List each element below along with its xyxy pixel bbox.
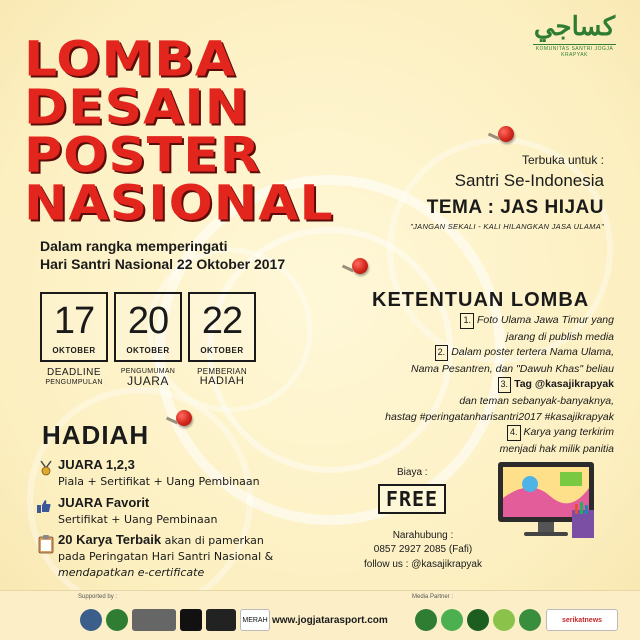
date-month: OKTOBER — [200, 346, 244, 355]
supported-by-label: Supported by : — [78, 594, 118, 600]
prize-1-head: JUARA 1,2,3 — [58, 457, 135, 472]
sponsor-logo — [80, 609, 102, 631]
prize-3-head-bold: 20 Karya Terbaik — [58, 532, 162, 547]
date-month: OKTOBER — [126, 346, 170, 355]
theme-label: TEMA : JAS HIJAU — [426, 197, 604, 218]
prize-2-body: Sertifikat + Uang Pembinaan — [58, 513, 218, 526]
medal-icon — [38, 460, 54, 476]
title-line-2: DESAIN — [24, 80, 250, 136]
rule-line: jarang di publish media — [506, 330, 614, 343]
theme-quote: "JANGAN SEKALI - KALI HILANGKAN JASA ULAMA" — [410, 222, 604, 231]
rule-number: 1. — [460, 313, 474, 329]
fee-value: FREE — [378, 484, 446, 514]
rule-number: 2. — [435, 345, 449, 361]
open-for-label: Terbuka untuk : — [521, 153, 604, 167]
open-for-value: Santri Se-Indonesia — [454, 171, 604, 190]
rule-item-4 — [344, 424, 614, 457]
sponsor-logo — [206, 609, 236, 631]
media-partner-logo — [467, 609, 489, 631]
date-box-award — [188, 292, 256, 362]
prize-3-body: pada Peringatan Hari Santri Nasional & — [58, 550, 274, 563]
subtitle-line-2: Hari Santri Nasional 22 Oktober 2017 — [40, 256, 286, 272]
prize-3-head-rest: akan di pamerkan — [161, 534, 264, 547]
sponsor-logo-merah: MERAH — [240, 609, 270, 631]
prize-2-head: JUARA Favorit — [58, 495, 150, 510]
prize-3-body-2: mendapatkan e-certificate — [58, 566, 205, 579]
media-partner-logo — [415, 609, 437, 631]
fee-label: Biaya : — [397, 467, 428, 478]
rule-number: 3. — [498, 377, 512, 393]
date-box-announcement — [114, 292, 182, 362]
media-partner-logo-serikatnews: serikatnews — [546, 609, 618, 631]
footer-sponsors — [0, 590, 640, 640]
rule-line: Dalam poster tertera Nama Ulama, — [451, 346, 614, 358]
rule-line: menjadi hak milik panitia — [499, 442, 614, 455]
rule-item-2 — [344, 344, 614, 377]
rule-line: Tag @kasajikrapyak — [514, 378, 614, 390]
media-partner-label: Media Partner : — [412, 594, 454, 600]
sponsor-logo — [180, 609, 202, 631]
rule-number: 4. — [507, 425, 521, 441]
caption-bottom: JUARA — [127, 374, 169, 389]
title-line-1: LOMBA — [24, 32, 237, 88]
prizes-title: HADIAH — [42, 420, 150, 450]
date-box-deadline — [40, 292, 108, 362]
pushpin-icon — [352, 258, 368, 274]
pushpin-icon — [176, 410, 192, 426]
rule-line: Karya yang terkirim — [523, 426, 614, 438]
thumbs-up-icon — [36, 498, 52, 514]
media-partner-logo — [441, 609, 463, 631]
kasaji-logo — [527, 12, 622, 82]
date-caption-deadline — [39, 368, 109, 386]
caption-top: PEMBERIAN — [197, 367, 247, 376]
rule-line: Foto Ulama Jawa Timur yang — [476, 314, 614, 326]
rule-line: Nama Pesantren, dan "Dawuh Khas" beliau — [411, 362, 614, 375]
media-partner-logo — [519, 609, 541, 631]
subtitle-line-1: Dalam rangka memperingati — [40, 238, 228, 254]
date-day: 22 — [201, 300, 243, 342]
title-line-4: NASIONAL — [24, 176, 334, 232]
caption-top: PENGUMUMAN — [120, 368, 176, 375]
logo-mark: كساجي — [533, 12, 616, 42]
prize-1-body: Piala + Sertifikat + Uang Pembinaan — [58, 475, 260, 488]
rules-title: KETENTUAN LOMBA — [372, 289, 590, 311]
rule-item-1 — [344, 312, 614, 345]
date-caption-award — [187, 368, 257, 388]
media-partner-logo — [493, 609, 515, 631]
logo-tagline: KOMUNITAS SANTRI JOGJA KRAPYAK — [535, 46, 614, 58]
caption-bottom: HADIAH — [199, 375, 245, 388]
monitor-illustration — [490, 458, 610, 544]
prize-3-head — [58, 532, 264, 547]
contact-follow: follow us : @kasajikrapyak — [364, 559, 482, 570]
date-caption-announcement — [113, 368, 183, 388]
sponsor-logo — [106, 609, 128, 631]
caption-bottom: PENGUMPULAN — [45, 378, 103, 386]
contact-phone: 0857 2927 2085 (Fafi) — [373, 544, 473, 555]
caption-top: DEADLINE — [46, 367, 101, 378]
date-day: 17 — [53, 300, 95, 342]
title-line-3: POSTER — [24, 128, 261, 184]
website-link[interactable]: www.jogjatarasport.com — [272, 615, 388, 626]
rule-item-3 — [324, 376, 614, 425]
date-month: OKTOBER — [52, 346, 96, 355]
pushpin-icon — [498, 126, 514, 142]
rule-line: hastag #peringatanharisantri2017 #kasajikrapyak — [385, 411, 614, 424]
rule-line: dan teman sebanyak-banyaknya, — [459, 394, 614, 407]
clipboard-icon — [38, 534, 54, 554]
date-day: 20 — [127, 300, 169, 342]
contact-label: Narahubung : — [392, 530, 454, 541]
sponsor-logo — [132, 609, 176, 631]
